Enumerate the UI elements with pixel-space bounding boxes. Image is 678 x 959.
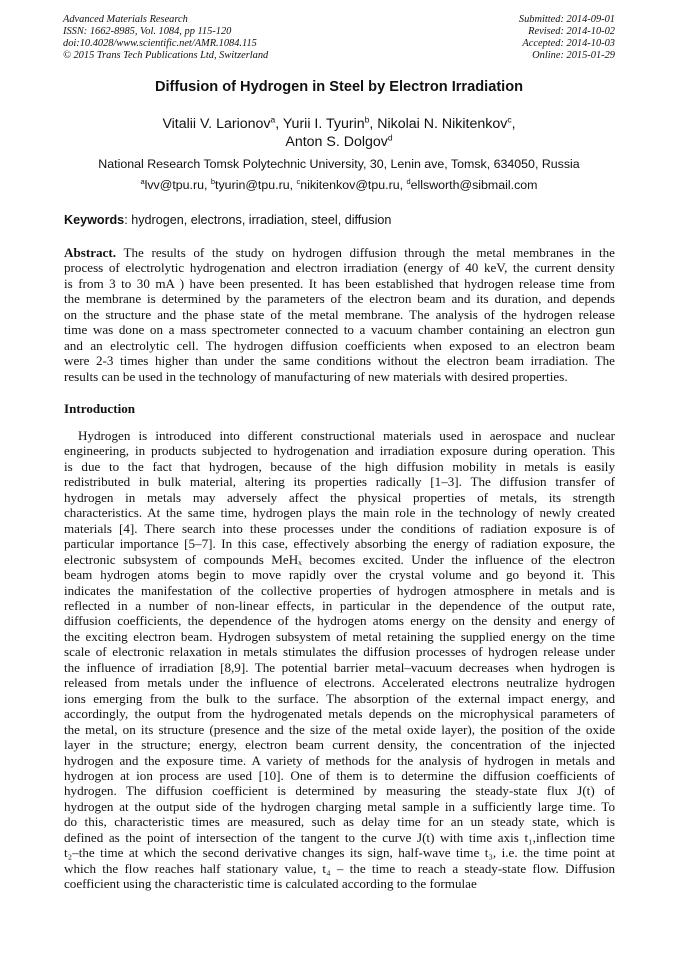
text-line: scale of electronic relaxation in metals stimulates the diffusion processes of hydrogen release under [64, 644, 615, 660]
submission-dates [519, 14, 615, 62]
section-heading-introduction: Introduction [64, 401, 136, 416]
text-line: Hydrogen is introduced into different constructional materials used in aerospace and nuclear [78, 428, 615, 443]
text-line: is due to the fact that hydrogen, because of the high diffusion mobility in metals is easily [64, 458, 615, 474]
text-line: is from 3 to 30 mA ) have been presented. It has been established that hydrogen release time from [64, 275, 615, 291]
date-submitted: Submitted: 2014-09-01 [518, 14, 615, 25]
keywords [64, 213, 391, 227]
journal-doi: doi:10.4028/www.scientific.net/AMR.1084.115 [63, 38, 257, 49]
text-line: were 2-3 times higher than under the same conditions without the electron beam irradiation. The [64, 353, 615, 369]
journal-copyright: © 2015 Trans Tech Publications Ltd, Switzerland [63, 50, 269, 61]
text-line: t₂–the time at which the second derivative changes its sign, half-wave time t₃, i.e. the time point at [64, 845, 615, 861]
text-line: do this, characteristic times are measured, such as delay time for an un steady state, which is [64, 814, 615, 830]
keywords-text: : hydrogen, electrons, irradiation, steel, diffusion [124, 213, 392, 227]
email[interactable]: $^d$ellsworth@sibmail.com [406, 176, 538, 192]
text-line [64, 245, 615, 260]
text-line: the metal, on its structure (presence and the size of the metal oxide layer), the position of the oxide [64, 721, 615, 737]
journal-info [63, 14, 268, 62]
text-line: beam hydrogen atoms begin to move rapidly over the crystal volume and go beyond it. This [64, 567, 615, 583]
journal-name: Advanced Materials Research [63, 14, 188, 25]
text-line: hydrogen at the output side of the hydrogen charging metal sample in a sufficiently large time. To [64, 798, 615, 814]
text-line: time was done on a mass spectrometer connected to a vacuum chamber containing an electron gun [64, 322, 615, 338]
text-line: layer in the structure; energy, electron beam current density, the concentration of the injected [64, 737, 615, 753]
email-list: $^a$lvv@tpu.ru, $^b$tyurin@tpu.ru, $^c$nikitenkov@tpu.ru, $^d$ellsworth@sibmail.com [140, 176, 538, 192]
affiliation: National Research Tomsk Polytechnic University, 30, Lenin ave, Tomsk, 634050, Russia [98, 157, 580, 171]
text-line: on the structure and the phase state of the metal membrane. The analysis of the hydrogen release [64, 306, 615, 322]
author: Nikolai N. Nikitenkov$^c$, [377, 114, 516, 132]
text-line: hydrogen at ion process are used [10]. One of them is to determine the diffusion coefficients of [64, 767, 615, 783]
text-line: redistributed in bulk material, altering its properties radically [1–3]. The diffusion transfer of [64, 474, 615, 490]
author-list [0, 115, 678, 151]
text-line: the membrane is determined by the parameters of the electron beam and its duration, and depends [64, 291, 615, 307]
date-accepted: Accepted: 2014-10-03 [522, 38, 615, 49]
text-line: particular importance [5–7]. In this case, effectively absorbing the energy of radiation exposure, the [64, 536, 615, 552]
text-line: materials [4]. There search into these processes under the conditions of radiation exposure is of [64, 520, 615, 536]
text-line: indicates the manifestation of the collective properties of hydrogen atmosphere in metals and is [64, 582, 615, 598]
text-line: hydrogen. The diffusion coefficient is determined by measuring the steady-state flux J(t) of [64, 783, 615, 799]
text-line: electronic subsystem of compounds MeHₓ becomes excited. Under the influence of the electron [64, 551, 615, 567]
keywords-label: Keywords [64, 213, 125, 227]
author: Vitalii V. Larionov$^a$, [162, 114, 283, 132]
email[interactable]: $^a$lvv@tpu.ru [140, 176, 205, 192]
text-line: accordingly, the output from the hydrogenated metals depends on the microphysical parameters of [64, 706, 615, 722]
text-line: ions emerging from the bulk to the surface. The absorption of the external impact energy, and [64, 690, 615, 706]
text-line: defined as the point of intersection of the tangent to the curve J(t) with time axis t₁,inflection time [64, 829, 615, 845]
text-line: diffusion coefficients, the dependence of the hydrogen atoms energy on the density and energy of [64, 613, 615, 629]
abstract-label: Abstract. [64, 245, 116, 260]
text-line: hydrogen and the exposure time. A variety of methods for the analysis of hydrogen in metals and [64, 752, 615, 768]
text-line: process of electrolytic hydrogenation and electron irradiation (energy of 40 keV, the current density [64, 260, 615, 276]
journal-issn: ISSN: 1662-8985, Vol. 1084, pp 115-120 [63, 26, 232, 37]
date-online: Online: 2015-01-29 [532, 50, 615, 61]
text-line: which the flow reaches half stationary value, t₄ – the time to reach a steady-state flow. Diffusion [64, 860, 615, 876]
email[interactable]: $^b$tyurin@tpu.ru [210, 176, 290, 192]
introduction-paragraph [64, 428, 615, 892]
author: Anton S. Dolgov$^d$ [285, 132, 393, 150]
text-line: hydrogen in metals may adversely affect the physical properties of metals, its strength [64, 489, 615, 505]
abstract [64, 245, 615, 384]
text-line: the exciting electron beam. Hydrogen subsystem of metal retaining the supplied energy on the time [64, 628, 615, 644]
text-line: coefficient using the characteristic time is calculated according to the formulae [64, 876, 477, 892]
date-revised: Revised: 2014-10-02 [528, 26, 615, 37]
text-line: results can be used in the technology of manufacturing of new materials with desired properties. [64, 368, 568, 384]
text-line: released from metals under the influence of electrons. Accelerated electrons neutralize hydrogen [64, 675, 615, 691]
text-line: characteristics. At the same time, hydrogen plays the main role in the technology of newly created [64, 505, 615, 521]
text-span: The results of the study on hydrogen diffusion through the metal membranes in the [116, 245, 615, 260]
text-line: engineering, in products subjected to hydrogenation and irradiation exposure during operation. This [64, 443, 615, 459]
paper-title: Diffusion of Hydrogen in Steel by Electron Irradiation [154, 79, 524, 95]
text-line: reflected in a number of non-linear effects, in particular in the dependence of the output rate, [64, 597, 615, 613]
text-line: the influence of irradiation [8,9]. The potential barrier metal–vacuum decreases when hydrogen is [64, 659, 615, 675]
author: Yurii I. Tyurin$^b$, [282, 114, 378, 132]
email[interactable]: $^c$nikitenkov@tpu.ru [296, 176, 400, 192]
text-line: and an electrolytic cell. The hydrogen diffusion coefficients when exposed to an electron beam [64, 337, 615, 353]
